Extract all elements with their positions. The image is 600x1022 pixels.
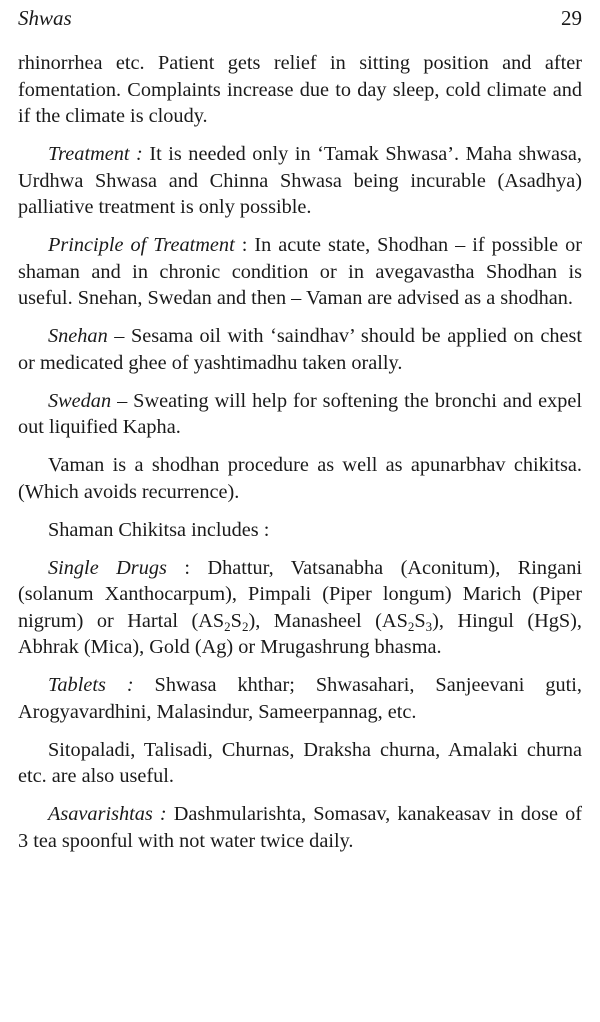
paragraph-label: Single Drugs: [48, 556, 167, 579]
paragraph-treatment: Treatment : It is needed only in ‘Tamak Shwasa’. Maha shwasa, Urdhwa Shwasa and Chinna Shwasa being incurable (Asadhya) palliative treatment is only possible.: [18, 143, 582, 218]
paragraph-vaman: Vaman is a shodhan procedure as well as apunarbhav chikitsa. (Which avoids recurrence).: [18, 454, 582, 503]
paragraph-label: Snehan: [48, 325, 108, 347]
paragraph-continuation: rhinorrhea etc. Patient gets relief in sitting position and after fomentation. Complaints increase due to day sleep, cold climate and if the climate is cloudy.: [18, 52, 582, 127]
paragraph-swedan: Swedan – Sweating will help for softening the bronchi and expel out liquified Kapha.: [18, 389, 582, 438]
paragraph-asavarishtas: Asavarishtas : Dashmularishta, Somasav, kanakeasav in dose of 3 tea spoonful with not water twice daily.: [18, 803, 582, 852]
paragraph-single-drugs: Single Drugs : Dhattur, Vatsanabha (Aconitum), Ringani (solanum Xanthocarpum), Pimpali (Piper longum) Marich (Piper nigrum) or Hartal $(AS_2S_2)$, Manasheel $(AS_2S_3)$, Hingul (HgS), Abhrak (Mica), Gold (Ag) or Mrugashrung bhasma.: [18, 556, 582, 658]
paragraph-principle-of-treatment: Principle of Treatment : In acute state, Shodhan – if possible or shaman and in chronic condition or in avegavastha Shodhan is useful. Snehan, Swedan and then – Vaman are advised as a shodhan.: [18, 234, 582, 309]
paragraph-label: Swedan: [48, 389, 112, 412]
page-number: 29: [561, 6, 582, 30]
paragraph-snehan: Snehan – Sesama oil with ‘saindhav’ should be applied on chest or medicated ghee of yashtimadhu taken orally.: [18, 325, 582, 374]
running-title: Shwas: [18, 6, 72, 30]
paragraph-label: Tablets :: [48, 674, 134, 696]
paragraph-churnas: Sitopaladi, Talisadi, Churnas, Draksha churna, Amalaki churna etc. are also useful.: [18, 738, 582, 787]
paragraph-tablets: Tablets : Shwasa khthar; Shwasahari, Sanjeevani guti, Arogyavardhini, Malasindur, Sameerpannag, etc.: [18, 674, 582, 723]
paragraph-shaman-chikitsa: Shaman Chikitsa includes :: [48, 518, 270, 541]
page-header: [18, 6, 582, 36]
page-body: [18, 50, 582, 866]
paragraph-label: Treatment :: [48, 143, 143, 165]
paragraph-label: Asavarishtas :: [48, 803, 167, 825]
paragraph-label: Principle of Treatment: [48, 234, 235, 256]
